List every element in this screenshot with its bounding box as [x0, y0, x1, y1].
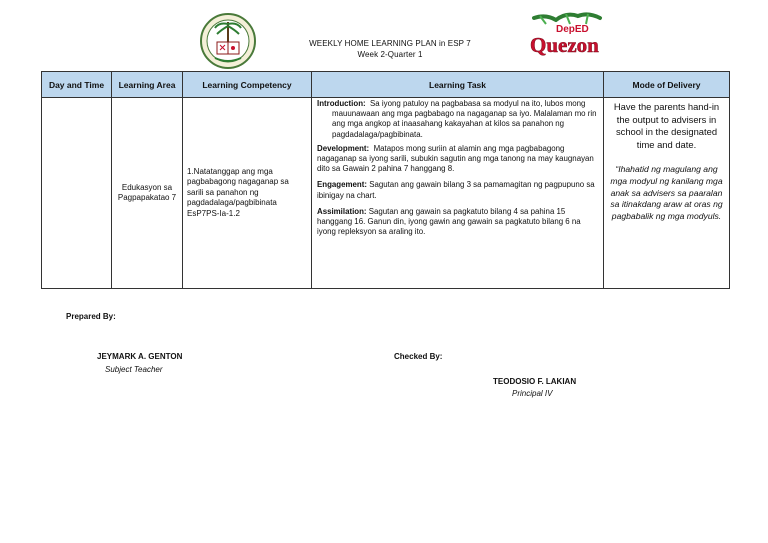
- task-introduction: [317, 99, 599, 140]
- prepared-by-name: JEYMARK A. GENTON: [97, 352, 183, 361]
- task-text: Sagutan ang gawain bilang 3 sa pamamagitan ng pagpupuno sa ibinigay na chart.: [317, 180, 595, 200]
- learning-plan-table: [41, 71, 730, 289]
- prepared-by-label: Prepared By:: [66, 312, 116, 321]
- delivery-english: Have the parents hand-in the output to advisers in school in the designated time and date.: [613, 101, 720, 150]
- header-learning-area: Learning Area: [112, 72, 183, 98]
- school-seal-logo: [197, 12, 259, 70]
- task-label: Introduction:: [317, 99, 366, 108]
- document-title: WEEKLY HOME LEARNING PLAN in ESP 7: [309, 39, 471, 48]
- cell-learning-task: [312, 98, 604, 289]
- task-development: [317, 144, 599, 175]
- learning-area-text: Edukasyon sa Pagpapakatao 7: [117, 182, 177, 202]
- deped-quezon-logo: [526, 12, 608, 56]
- competency-text: 1.Natatanggap ang mga pagbabagong nagaganap sa sarili sa panahon ng pagdadalaga/pagbibinata EsP7PS-Ia-1.2: [187, 166, 289, 218]
- header-day-time: Day and Time: [42, 72, 112, 98]
- header-learning-competency: Learning Competency: [183, 72, 312, 98]
- task-text: Sagutan ang gawain sa pagkatuto bilang 4 sa pahina 15 hanggang 16. Ganun din, iyong gawin ang gawain sa pagkatuto bilang 6 na iyong repleksyon sa araling ito.: [317, 206, 581, 237]
- task-text: Sa iyong patuloy na pagbabasa sa modyul na ito, lubos mong mauunawaan ang mga pagbabago na nagaganap sa iyo. Malalaman mo rin ang mga angkop at inaasahang kakayahan at kilos sa panahon ng pagdadalaga/pagbibinata.: [332, 99, 597, 139]
- cell-mode-of-delivery: [604, 98, 730, 289]
- header-learning-task: Learning Task: [312, 72, 604, 98]
- deped-tag: DepED: [556, 24, 589, 35]
- quezon-wordmark: Quezon: [530, 33, 599, 56]
- table-header-row: [42, 72, 730, 98]
- cell-learning-area: [112, 98, 183, 289]
- task-engagement: [317, 180, 599, 200]
- checked-by-title: Principal IV: [512, 389, 553, 398]
- cell-learning-competency: [183, 98, 312, 289]
- task-label: Assimilation:: [317, 206, 367, 216]
- delivery-tagalog: “Ihahatid ng magulang ang mga modyul ng kanilang mga anak sa advisers sa paaralan sa itinakdang araw at oras ng pagbabalik ng mga modyuls.: [610, 164, 723, 222]
- checked-by-name: TEODOSIO F. LAKIAN: [493, 377, 577, 386]
- task-label: Engagement:: [317, 180, 367, 190]
- header-mode-of-delivery: Mode of Delivery: [604, 72, 730, 98]
- table-row: [42, 98, 730, 289]
- cell-day-time: [42, 98, 112, 289]
- prepared-by-title: Subject Teacher: [105, 365, 163, 374]
- task-assimilation: [317, 207, 599, 238]
- document-subtitle: Week 2-Quarter 1: [357, 50, 423, 59]
- checked-by-label: Checked By:: [394, 352, 443, 361]
- task-text: Matapos mong suriin at alamin ang mga pagbabagong nagaganap sa iyong sarili, subukin sagutin ang mga tanong na may kaugnayan dito sa Gawain 2 pahina 7 hanggang 8.: [317, 143, 594, 174]
- document-header: [270, 38, 510, 60]
- task-label: Development:: [317, 143, 370, 153]
